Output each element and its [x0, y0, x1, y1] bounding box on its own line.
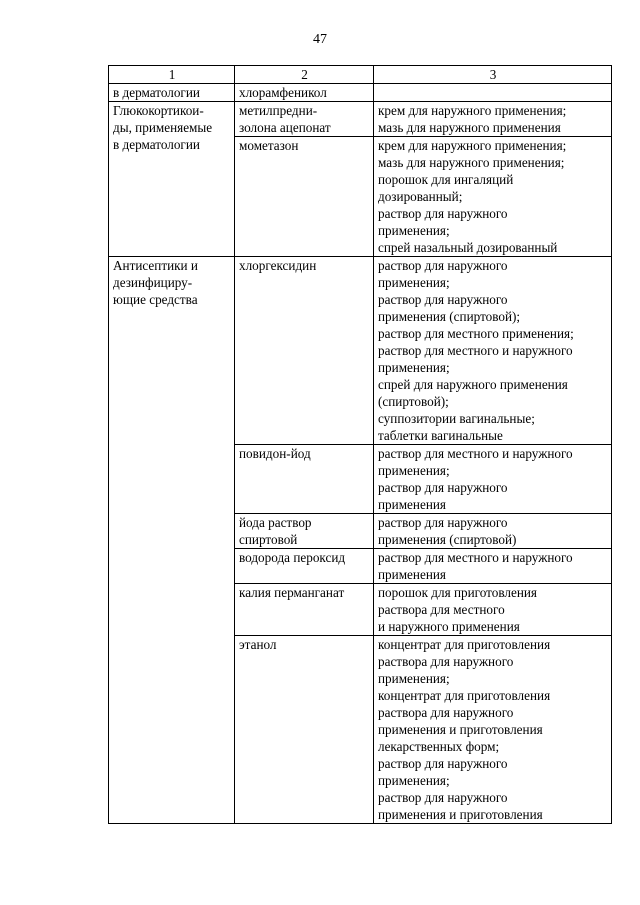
drug-table	[108, 65, 612, 824]
drug-line: калия перманганат	[239, 585, 345, 600]
drug-cell	[235, 84, 374, 102]
drug-line: хлорамфеникол	[239, 85, 327, 100]
group-cell	[109, 257, 235, 824]
drug-line: водорода пероксид	[239, 550, 346, 565]
forms-cell	[374, 549, 612, 584]
form-line: раствор для наружного	[378, 258, 508, 273]
form-line: крем для наружного применения;	[378, 103, 567, 118]
form-line: раствор для наружного	[378, 515, 508, 530]
form-line: применения и приготовления	[378, 722, 543, 737]
form-line: таблетки вагинальные	[378, 428, 503, 443]
group-line: в дерматологии	[113, 137, 200, 152]
form-line	[378, 84, 608, 101]
form-line: применения	[378, 497, 446, 512]
forms-cell	[374, 584, 612, 636]
page-number: 47	[313, 32, 327, 47]
drug-line: хлоргексидин	[239, 258, 317, 273]
form-line: применения (спиртовой);	[378, 309, 521, 324]
form-line: спрей для наружного применения	[378, 377, 568, 392]
form-line: мазь для наружного применения	[378, 120, 561, 135]
drug-cell	[235, 636, 374, 824]
forms-cell	[374, 445, 612, 514]
group-line: дезинфициру-	[113, 275, 193, 290]
group-line: Антисептики и	[113, 258, 198, 273]
drug-line: повидон-йод	[239, 446, 311, 461]
form-line: (спиртовой);	[378, 394, 449, 409]
group-cell	[109, 102, 235, 257]
form-line: применения;	[378, 773, 450, 788]
group-line: ющие средства	[113, 292, 198, 307]
group-line: Глюкокортикои-	[113, 103, 204, 118]
table-row	[109, 102, 612, 137]
form-line: применения (спиртовой)	[378, 532, 517, 547]
forms-cell	[374, 514, 612, 549]
form-line: концентрат для приготовления	[378, 688, 551, 703]
forms-cell	[374, 257, 612, 445]
form-line: порошок для ингаляций	[378, 172, 514, 187]
form-line: применения	[378, 567, 446, 582]
form-line: лекарственных форм;	[378, 739, 500, 754]
forms-cell	[374, 102, 612, 137]
drug-line: золона ацепонат	[239, 120, 331, 135]
form-line: применения;	[378, 275, 450, 290]
form-line: раствор для местного применения;	[378, 326, 574, 341]
form-line: дозированный;	[378, 189, 463, 204]
drug-cell	[235, 514, 374, 549]
group-line: в дерматологии	[113, 85, 200, 100]
forms-cell	[374, 84, 612, 102]
group-cell	[109, 84, 235, 102]
drug-line: йода раствор	[239, 515, 312, 530]
form-line: раствор для наружного	[378, 790, 508, 805]
table-row	[109, 257, 612, 445]
drug-cell	[235, 445, 374, 514]
form-line: применения;	[378, 463, 450, 478]
form-line: раствор для наружного	[378, 480, 508, 495]
form-line: раствор для местного и наружного	[378, 343, 573, 358]
form-line: порошок для приготовления	[378, 585, 538, 600]
forms-cell	[374, 636, 612, 824]
form-line: применения;	[378, 360, 450, 375]
form-line: раствор для наружного	[378, 292, 508, 307]
column-header-3: 3	[374, 66, 612, 84]
forms-cell	[374, 137, 612, 257]
drug-cell	[235, 584, 374, 636]
form-line: концентрат для приготовления	[378, 637, 551, 652]
drug-line: спиртовой	[239, 532, 298, 547]
form-line: крем для наружного применения;	[378, 138, 567, 153]
form-line: раствора для местного	[378, 602, 505, 617]
form-line: мазь для наружного применения;	[378, 155, 565, 170]
form-line: спрей назальный дозированный	[378, 240, 558, 255]
column-header-2: 2	[235, 66, 374, 84]
form-line: раствор для наружного	[378, 756, 508, 771]
drug-cell	[235, 549, 374, 584]
form-line: раствор для местного и наружного	[378, 446, 573, 461]
form-line: применения и приготовления	[378, 807, 543, 822]
form-line: применения;	[378, 223, 450, 238]
form-line: раствор для наружного	[378, 206, 508, 221]
drug-line: этанол	[239, 637, 277, 652]
form-line: раствора для наружного	[378, 705, 514, 720]
table-row-continuation	[109, 84, 612, 102]
form-line: применения;	[378, 671, 450, 686]
drug-line: мометазон	[239, 138, 299, 153]
group-line: ды, применяемые	[113, 120, 213, 135]
table-header-row	[109, 66, 612, 84]
drug-cell	[235, 257, 374, 445]
form-line: раствора для наружного	[378, 654, 514, 669]
drug-cell	[235, 102, 374, 137]
form-line: суппозитории вагинальные;	[378, 411, 535, 426]
form-line: раствор для местного и наружного	[378, 550, 573, 565]
form-line: и наружного применения	[378, 619, 520, 634]
drug-cell	[235, 137, 374, 257]
drug-line: метилпредни-	[239, 103, 318, 118]
column-header-1: 1	[109, 66, 235, 84]
